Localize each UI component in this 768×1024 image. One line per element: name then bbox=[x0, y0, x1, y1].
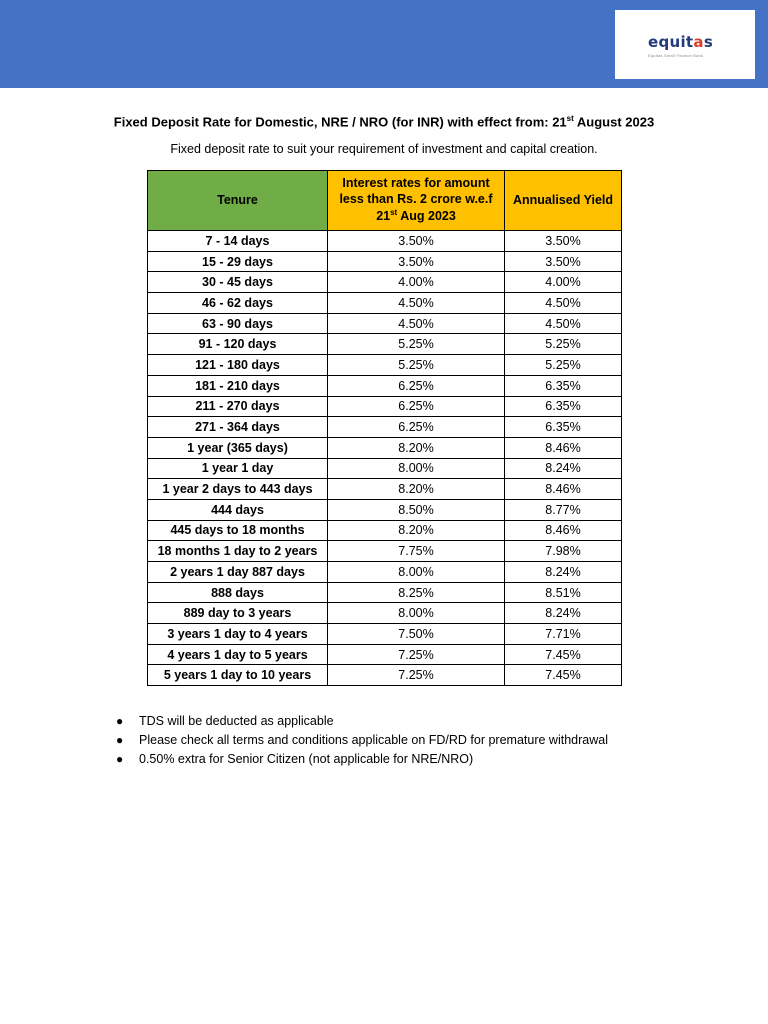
tenure-cell: 181 - 210 days bbox=[148, 375, 328, 396]
yield-cell: 3.50% bbox=[505, 251, 622, 272]
tenure-cell: 2 years 1 day 887 days bbox=[148, 562, 328, 583]
tenure-cell: 30 - 45 days bbox=[148, 272, 328, 293]
table-row bbox=[148, 437, 622, 458]
yield-cell: 8.24% bbox=[505, 562, 622, 583]
tenure-cell: 5 years 1 day to 10 years bbox=[148, 665, 328, 686]
list-item: ● TDS will be deducted as applicable bbox=[112, 712, 608, 731]
table-row bbox=[148, 624, 622, 645]
table-row bbox=[148, 313, 622, 334]
yield-cell: 8.46% bbox=[505, 520, 622, 541]
document-subtitle: Fixed deposit rate to suit your requirement of investment and capital creation. bbox=[170, 142, 598, 156]
document-title: Fixed Deposit Rate for Domestic, NRE / NRO (for INR) with effect from: 21st August 2023 bbox=[113, 114, 655, 130]
header-interest-rate: Interest rates for amount less than Rs. 2 crore w.e.f 21st Aug 2023 bbox=[328, 171, 505, 231]
table-row bbox=[148, 231, 622, 252]
rate-cell: 7.50% bbox=[328, 624, 505, 645]
equitas-logo bbox=[615, 10, 755, 79]
yield-cell: 8.24% bbox=[505, 458, 622, 479]
tenure-cell: 211 - 270 days bbox=[148, 396, 328, 417]
logo-wordmark: equitas bbox=[648, 33, 714, 51]
rate-cell: 8.25% bbox=[328, 582, 505, 603]
table-row bbox=[148, 562, 622, 583]
rate-cell: 6.25% bbox=[328, 396, 505, 417]
yield-cell: 7.71% bbox=[505, 624, 622, 645]
table-row bbox=[148, 272, 622, 293]
yield-cell: 7.45% bbox=[505, 665, 622, 686]
yield-cell: 8.51% bbox=[505, 582, 622, 603]
table-row bbox=[148, 375, 622, 396]
yield-cell: 4.50% bbox=[505, 293, 622, 314]
tenure-cell: 444 days bbox=[148, 499, 328, 520]
rate-cell: 8.00% bbox=[328, 458, 505, 479]
rate-cell: 6.25% bbox=[328, 375, 505, 396]
tenure-cell: 888 days bbox=[148, 582, 328, 603]
yield-cell: 4.00% bbox=[505, 272, 622, 293]
table-row bbox=[148, 520, 622, 541]
rate-cell: 3.50% bbox=[328, 231, 505, 252]
tenure-cell: 63 - 90 days bbox=[148, 313, 328, 334]
list-item: ● Please check all terms and conditions applicable on FD/RD for premature withdrawal bbox=[112, 731, 608, 750]
yield-cell: 4.50% bbox=[505, 313, 622, 334]
rate-cell: 8.20% bbox=[328, 437, 505, 458]
tenure-cell: 3 years 1 day to 4 years bbox=[148, 624, 328, 645]
tenure-cell: 1 year 2 days to 443 days bbox=[148, 479, 328, 500]
table-row bbox=[148, 499, 622, 520]
table-row bbox=[148, 458, 622, 479]
tenure-cell: 4 years 1 day to 5 years bbox=[148, 644, 328, 665]
tenure-cell: 1 year (365 days) bbox=[148, 437, 328, 458]
tenure-cell: 445 days to 18 months bbox=[148, 520, 328, 541]
rate-cell: 4.50% bbox=[328, 313, 505, 334]
rate-cell: 4.00% bbox=[328, 272, 505, 293]
yield-cell: 5.25% bbox=[505, 334, 622, 355]
tenure-cell: 46 - 62 days bbox=[148, 293, 328, 314]
yield-cell: 6.35% bbox=[505, 375, 622, 396]
table-row bbox=[148, 417, 622, 438]
header-tenure: Tenure bbox=[148, 171, 328, 231]
rate-cell: 5.25% bbox=[328, 334, 505, 355]
rate-cell: 5.25% bbox=[328, 355, 505, 376]
yield-cell: 7.45% bbox=[505, 644, 622, 665]
yield-cell: 7.98% bbox=[505, 541, 622, 562]
yield-cell: 3.50% bbox=[505, 231, 622, 252]
notes-list bbox=[112, 712, 608, 769]
rate-cell: 7.25% bbox=[328, 644, 505, 665]
rate-cell: 7.75% bbox=[328, 541, 505, 562]
tenure-cell: 91 - 120 days bbox=[148, 334, 328, 355]
table-row bbox=[148, 603, 622, 624]
table-row bbox=[148, 479, 622, 500]
rate-cell: 8.50% bbox=[328, 499, 505, 520]
yield-cell: 6.35% bbox=[505, 417, 622, 438]
tenure-cell: 1 year 1 day bbox=[148, 458, 328, 479]
yield-cell: 8.77% bbox=[505, 499, 622, 520]
yield-cell: 8.46% bbox=[505, 437, 622, 458]
table-row bbox=[148, 396, 622, 417]
yield-cell: 6.35% bbox=[505, 396, 622, 417]
table-row bbox=[148, 293, 622, 314]
tenure-cell: 18 months 1 day to 2 years bbox=[148, 541, 328, 562]
rate-cell: 8.00% bbox=[328, 603, 505, 624]
rate-cell: 3.50% bbox=[328, 251, 505, 272]
bullet-icon: ● bbox=[116, 752, 124, 766]
table-row bbox=[148, 582, 622, 603]
header-band bbox=[0, 0, 768, 88]
tenure-cell: 121 - 180 days bbox=[148, 355, 328, 376]
table-row bbox=[148, 355, 622, 376]
rate-cell: 8.20% bbox=[328, 520, 505, 541]
table-row bbox=[148, 644, 622, 665]
table-row bbox=[148, 541, 622, 562]
bullet-icon: ● bbox=[116, 714, 124, 728]
yield-cell: 8.46% bbox=[505, 479, 622, 500]
rate-cell: 8.00% bbox=[328, 562, 505, 583]
fd-rate-table bbox=[147, 170, 622, 686]
logo-tagline: Equitas Small Finance Bank bbox=[648, 53, 704, 58]
rate-cell: 6.25% bbox=[328, 417, 505, 438]
bullet-icon: ● bbox=[116, 733, 124, 747]
rate-cell: 7.25% bbox=[328, 665, 505, 686]
table-row bbox=[148, 334, 622, 355]
table-header-row bbox=[148, 171, 622, 231]
tenure-cell: 889 day to 3 years bbox=[148, 603, 328, 624]
list-item: ● 0.50% extra for Senior Citizen (not applicable for NRE/NRO) bbox=[112, 750, 608, 769]
rate-cell: 8.20% bbox=[328, 479, 505, 500]
table-row bbox=[148, 665, 622, 686]
tenure-cell: 271 - 364 days bbox=[148, 417, 328, 438]
yield-cell: 8.24% bbox=[505, 603, 622, 624]
yield-cell: 5.25% bbox=[505, 355, 622, 376]
tenure-cell: 15 - 29 days bbox=[148, 251, 328, 272]
table-row bbox=[148, 251, 622, 272]
header-annualised-yield: Annualised Yield bbox=[505, 171, 622, 231]
tenure-cell: 7 - 14 days bbox=[148, 231, 328, 252]
rate-cell: 4.50% bbox=[328, 293, 505, 314]
